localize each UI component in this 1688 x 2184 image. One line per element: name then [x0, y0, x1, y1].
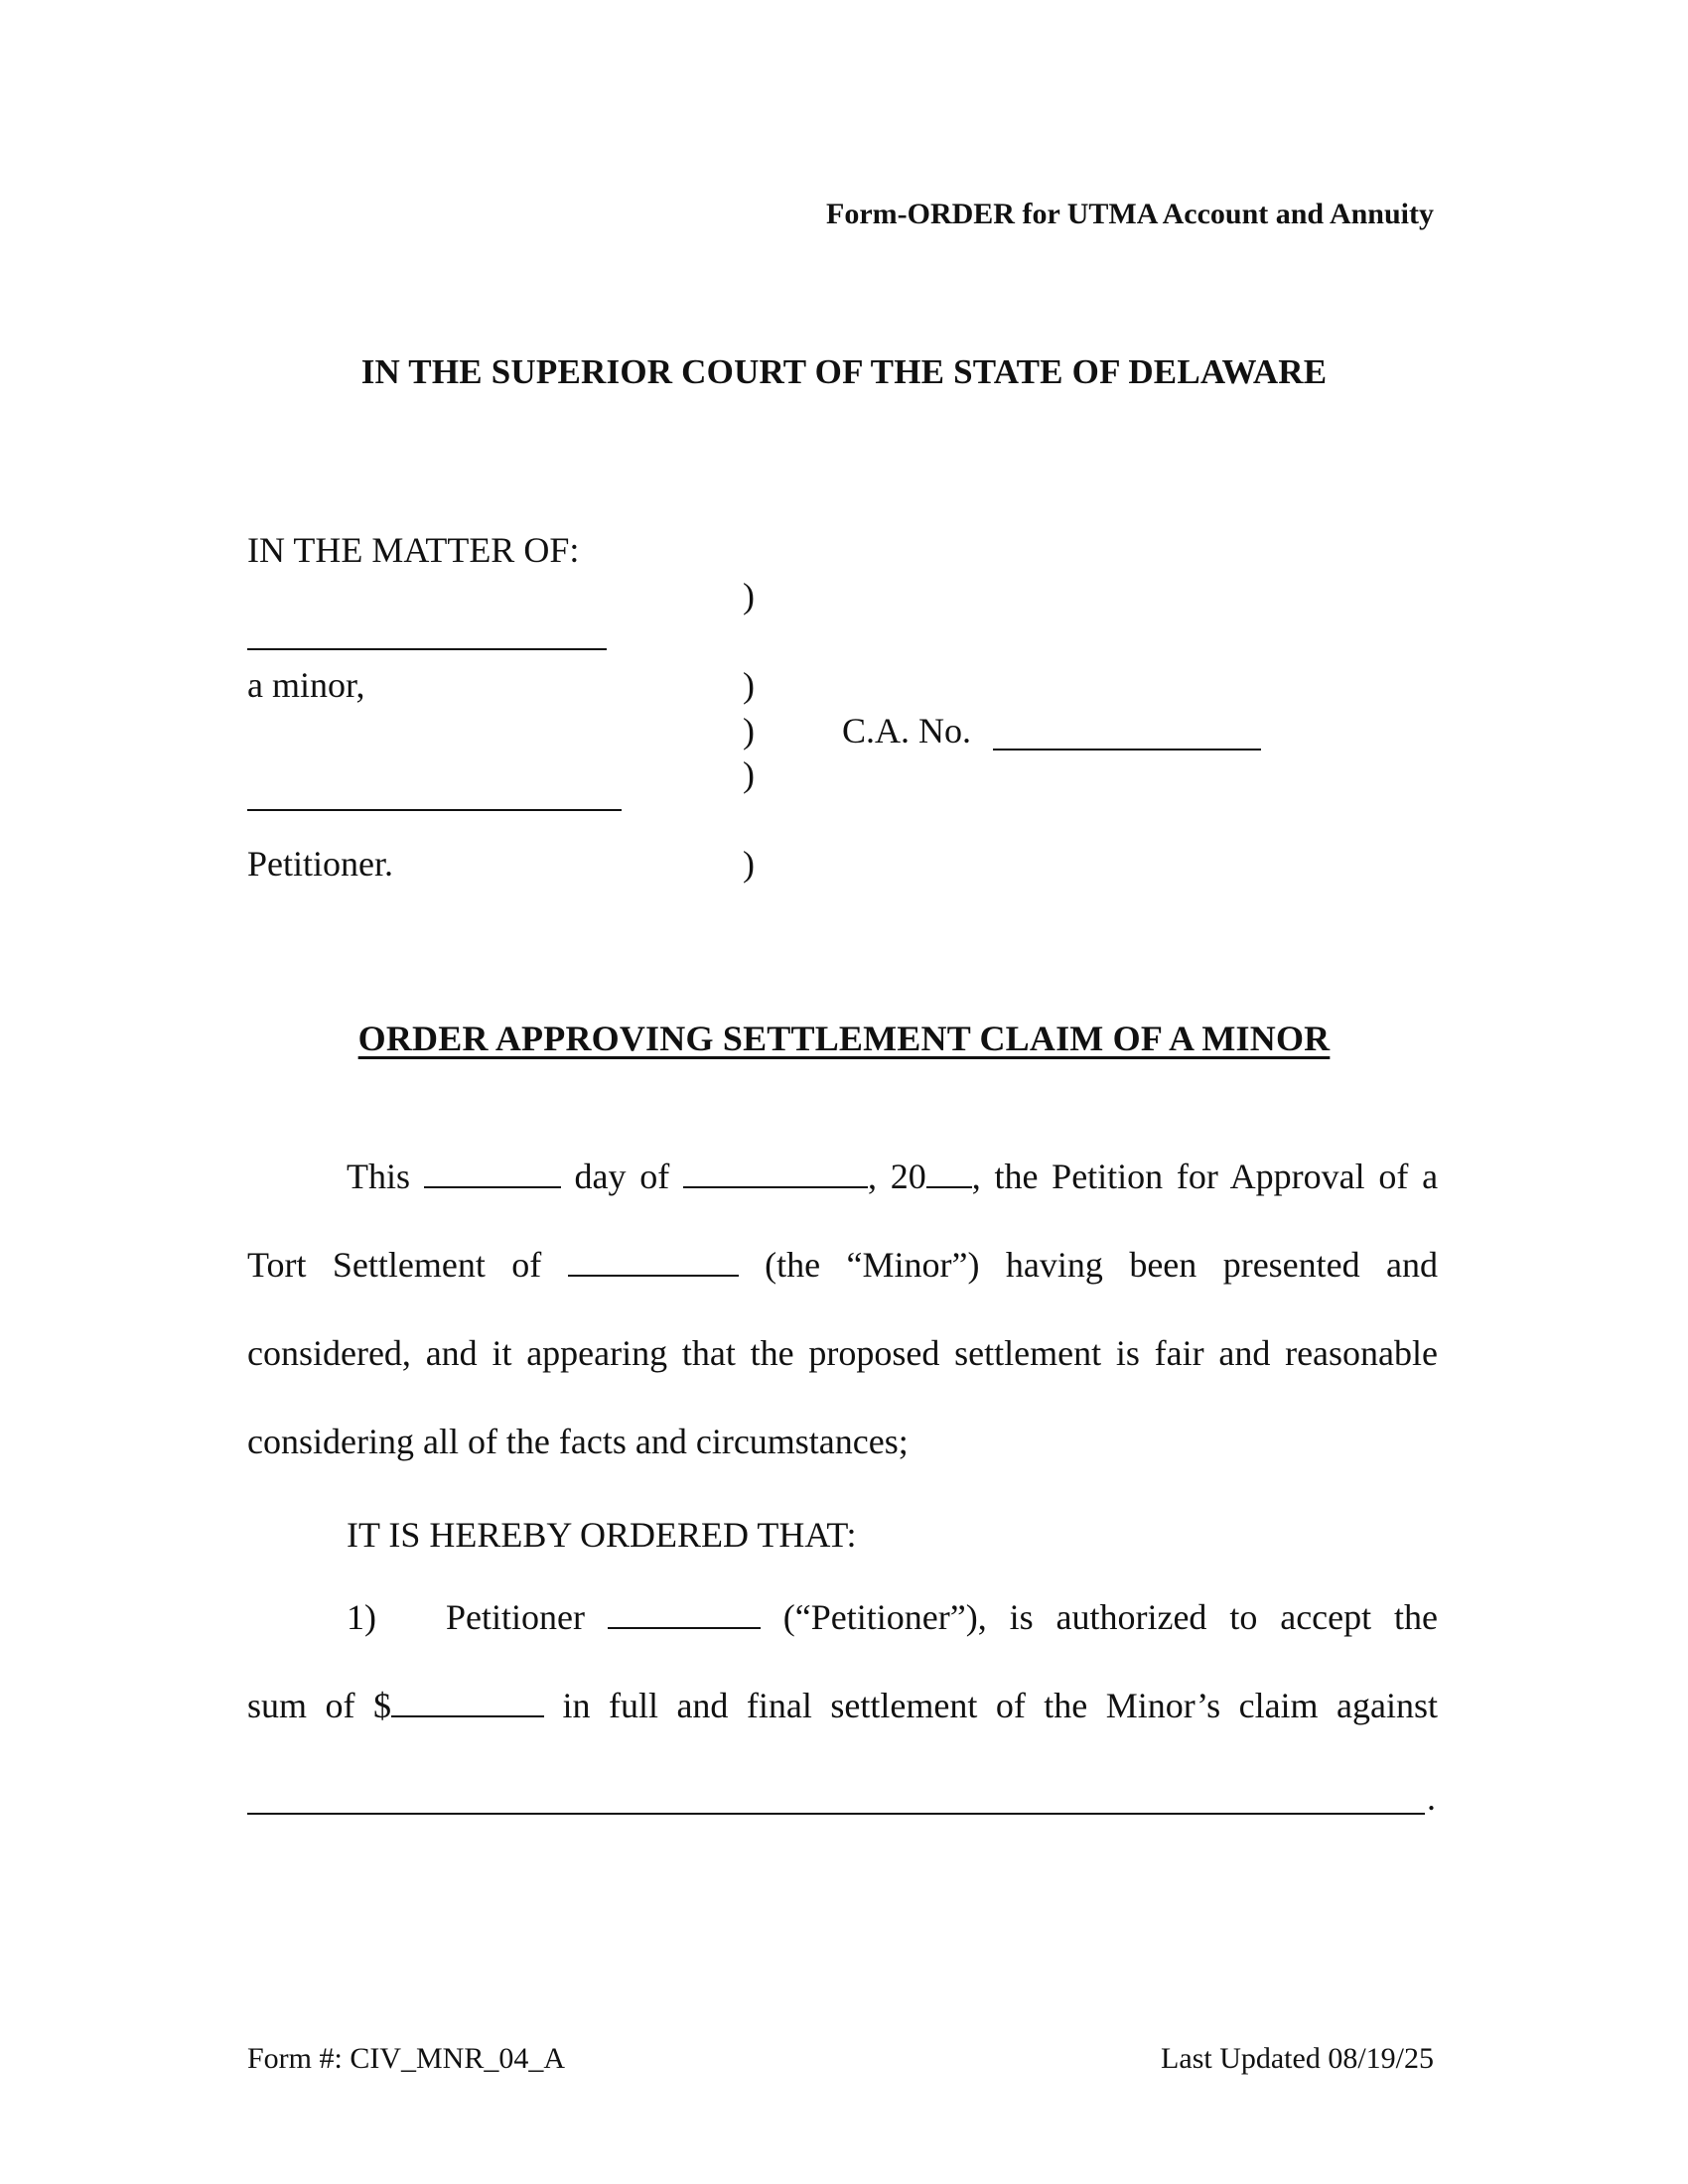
item-number: 1)	[347, 1597, 376, 1637]
sum-of-text: sum of $	[247, 1686, 391, 1725]
form-number: Form #: CIV_MNR_04_A	[247, 2042, 566, 2075]
minor-name-blank[interactable]	[247, 648, 607, 650]
case-number-blank[interactable]	[993, 749, 1261, 751]
sum-blank[interactable]	[391, 1686, 544, 1717]
year-prefix-text: , 20	[867, 1157, 926, 1196]
year-blank[interactable]	[926, 1157, 972, 1188]
day-blank[interactable]	[424, 1157, 561, 1188]
petitioner-label: Petitioner.	[247, 844, 393, 884]
minor-name-inline-blank[interactable]	[568, 1245, 739, 1277]
petitioner-text: Petitioner	[446, 1597, 585, 1637]
minor-label: a minor,	[247, 665, 365, 705]
defendant-blank[interactable]	[247, 1813, 1425, 1815]
matter-label: IN THE MATTER OF:	[247, 530, 580, 570]
month-blank[interactable]	[683, 1157, 868, 1188]
authorized-text: (“Petitioner”), is authorized to accept the	[782, 1597, 1439, 1637]
last-updated: Last Updated 08/19/25	[1161, 2042, 1434, 2075]
settlement-text: in full and final settlement of the Minor’s claim against	[562, 1686, 1439, 1725]
petition-text: , the Petition for Approval of a Tort Settlement of	[247, 1157, 1439, 1285]
final-period: .	[1427, 1778, 1436, 1818]
case-number-label: C.A. No.	[842, 711, 972, 751]
court-title: IN THE SUPERIOR COURT OF THE STATE OF DELAWARE	[360, 352, 1328, 391]
order-paragraph-1	[247, 1133, 1438, 1486]
caption-paren: )	[743, 754, 755, 794]
petitioner-name-blank[interactable]	[247, 809, 622, 811]
form-label: Form-ORDER for UTMA Account and Annuity	[826, 198, 1434, 230]
this-text: This	[347, 1157, 411, 1196]
day-of-text: day of	[574, 1157, 670, 1196]
caption-paren: )	[743, 665, 755, 705]
order-item-1	[247, 1573, 1438, 1662]
order-title: ORDER APPROVING SETTLEMENT CLAIM OF A MINOR	[357, 1019, 1331, 1058]
order-item-1-line-2	[247, 1662, 1438, 1750]
minor-clause-text: (the “Minor”) having been presented and considered, and it appearing that the proposed settlement is fair and reasonable considering all of the facts and circumstances;	[247, 1245, 1439, 1461]
caption-paren: )	[743, 711, 755, 751]
caption-paren: )	[743, 576, 755, 615]
ordered-heading: IT IS HEREBY ORDERED THAT:	[347, 1515, 857, 1555]
petitioner-inline-blank[interactable]	[608, 1597, 761, 1629]
caption-paren: )	[743, 844, 755, 884]
